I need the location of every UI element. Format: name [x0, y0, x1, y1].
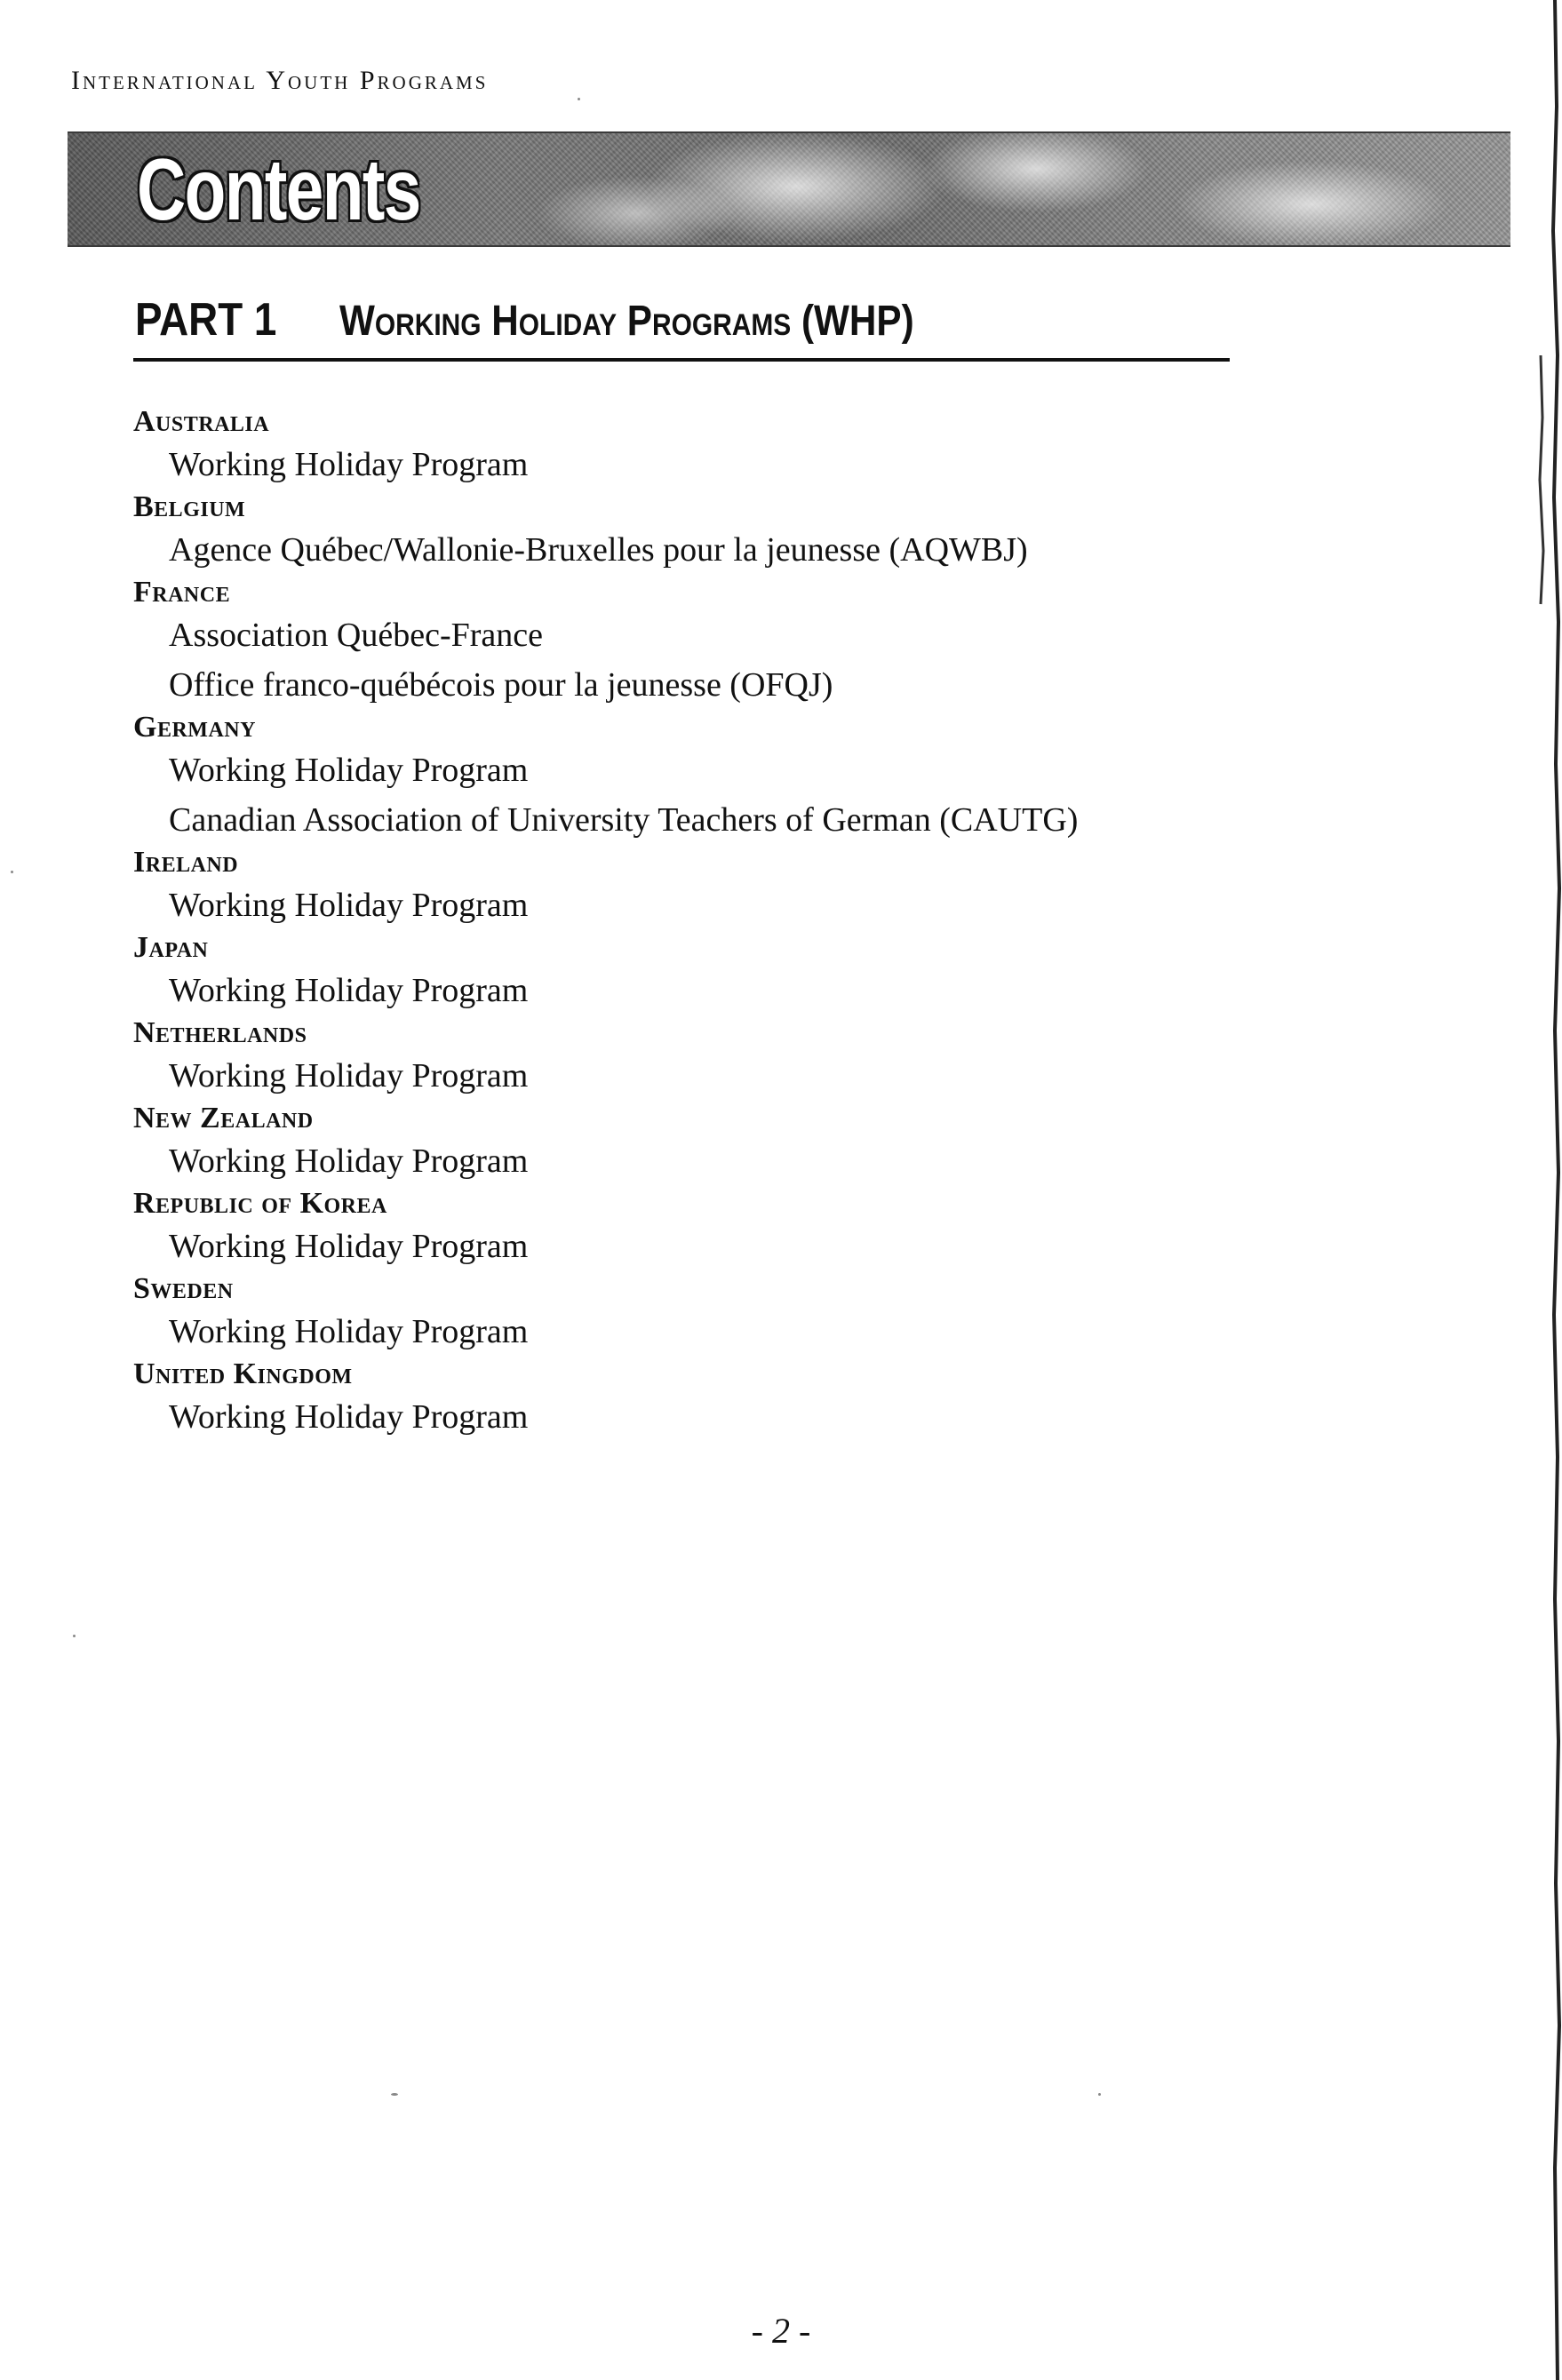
- program-entry: Association Québec-France: [169, 617, 544, 654]
- country-name: Japan: [133, 931, 209, 964]
- scan-speck: [391, 2093, 398, 2096]
- country-entry: [133, 845, 1288, 930]
- country-name: Republic of Korea: [133, 1187, 387, 1220]
- country-entry: [133, 930, 1288, 1015]
- table-of-contents: [133, 404, 1288, 1442]
- scan-speck: [11, 871, 13, 873]
- country-name: Sweden: [133, 1272, 234, 1305]
- country-name: Ireland: [133, 846, 239, 879]
- country-entry: [133, 404, 1288, 490]
- country-name: New Zealand: [133, 1102, 314, 1134]
- country-entry: [133, 1015, 1288, 1101]
- program-entry: Working Holiday Program: [169, 887, 529, 924]
- program-entry: Working Holiday Program: [169, 1398, 529, 1436]
- country-entry: [133, 1186, 1288, 1271]
- country-name: France: [133, 576, 231, 609]
- scan-speck: [578, 98, 580, 100]
- scan-edge-shadow: [1537, 0, 1562, 2380]
- page-number: - 2 -: [751, 2311, 811, 2351]
- program-entry: Agence Québec/Wallonie-Bruxelles pour la jeunesse (AQWBJ): [169, 531, 1028, 569]
- program-entry: Office franco-québécois pour la jeunesse (OFQJ): [169, 666, 833, 704]
- country-entry: [133, 710, 1288, 845]
- part-title: Working Holiday Programs (WHP): [339, 298, 914, 345]
- country-entry: [133, 1101, 1288, 1186]
- country-name: Netherlands: [133, 1016, 307, 1049]
- program-entry: Working Holiday Program: [169, 446, 529, 483]
- country-entry: [133, 575, 1288, 710]
- banner-title: Contents: [137, 140, 420, 238]
- program-entry: Working Holiday Program: [169, 1142, 529, 1180]
- country-name: Germany: [133, 711, 256, 744]
- program-entry: Working Holiday Program: [169, 972, 529, 1009]
- part-heading-rule: [133, 358, 1230, 362]
- scan-speck: [1098, 2093, 1101, 2096]
- program-entry: Working Holiday Program: [169, 1228, 529, 1265]
- country-entry: [133, 490, 1288, 575]
- scan-speck: [73, 1635, 76, 1637]
- program-entry: Canadian Association of University Teachers of German (CAUTG): [169, 801, 1079, 839]
- country-name: United Kingdom: [133, 1357, 353, 1390]
- program-entry: Working Holiday Program: [169, 752, 529, 789]
- program-entry: Working Holiday Program: [169, 1057, 529, 1094]
- country-name: Australia: [133, 405, 270, 438]
- part-heading: [135, 293, 992, 346]
- program-entry: Working Holiday Program: [169, 1313, 529, 1350]
- part-number: PART 1: [135, 294, 277, 346]
- country-name: Belgium: [133, 490, 246, 523]
- country-entry: [133, 1357, 1288, 1442]
- running-head: International Youth Programs: [71, 66, 489, 95]
- country-entry: [133, 1271, 1288, 1357]
- contents-banner: [68, 131, 1510, 247]
